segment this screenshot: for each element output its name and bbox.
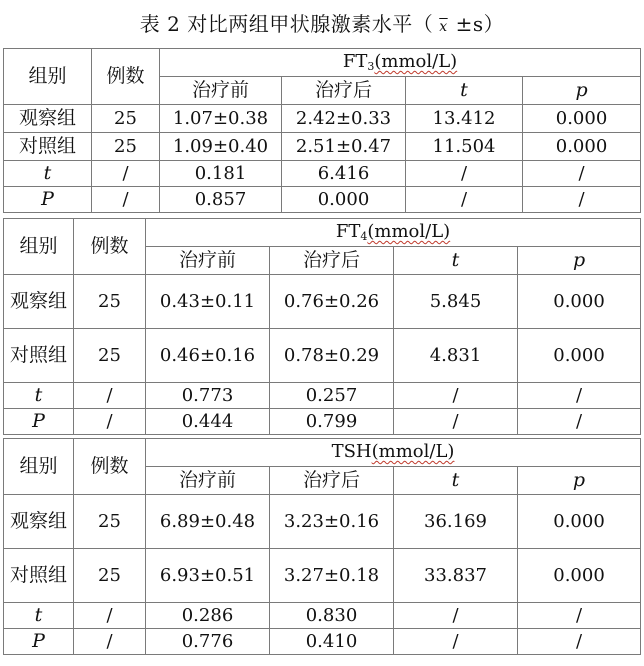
cell-t: /: [394, 603, 518, 629]
cell-p: 0.000: [523, 105, 641, 133]
cell-group: P: [4, 629, 74, 655]
table-row: [4, 133, 641, 161]
measure-name: FT: [342, 50, 368, 72]
group-header: 组别: [4, 219, 74, 275]
cell-n: 25: [74, 329, 146, 383]
cell-before: 0.43±0.11: [146, 275, 270, 329]
table-row: [4, 187, 641, 213]
cell-group: 观察组: [4, 275, 74, 329]
cell-after: 0.410: [270, 629, 394, 655]
measure-name: TSH: [331, 440, 372, 462]
cell-t: 13.412: [406, 105, 523, 133]
cell-n: /: [74, 409, 146, 435]
cell-after: 6.416: [282, 161, 406, 187]
cell-group: t: [4, 383, 74, 409]
col-after: 治疗后: [270, 467, 394, 495]
cell-after: 3.23±0.16: [270, 495, 394, 549]
cell-n: 25: [74, 495, 146, 549]
cell-before: 0.181: [160, 161, 282, 187]
cell-p: 0.000: [518, 495, 641, 549]
cell-t: 36.169: [394, 495, 518, 549]
cell-before: 0.773: [146, 383, 270, 409]
table-row: [4, 549, 641, 603]
cell-group: 对照组: [4, 329, 74, 383]
table-ft4: [3, 218, 641, 435]
measure-header: [146, 219, 641, 247]
count-header: 例数: [74, 439, 146, 495]
cell-p: 0.000: [523, 133, 641, 161]
col-before: 治疗前: [146, 467, 270, 495]
col-p: p: [523, 77, 641, 105]
measure-name: FT: [335, 220, 361, 242]
cell-before: 0.286: [146, 603, 270, 629]
cell-n: /: [92, 161, 160, 187]
cell-group: t: [4, 161, 92, 187]
cell-p: /: [523, 187, 641, 213]
cell-p: 0.000: [518, 329, 641, 383]
cell-t: 4.831: [394, 329, 518, 383]
cell-before: 6.89±0.48: [146, 495, 270, 549]
cell-n: /: [74, 629, 146, 655]
measure-unit: (mmol/L): [367, 220, 451, 242]
cell-t: /: [394, 383, 518, 409]
col-after: 治疗后: [270, 247, 394, 275]
col-t: t: [394, 467, 518, 495]
cell-group: P: [4, 409, 74, 435]
col-after: 治疗后: [282, 77, 406, 105]
table-row: [4, 383, 641, 409]
cell-group: 对照组: [4, 133, 92, 161]
cell-group: 观察组: [4, 495, 74, 549]
col-p: p: [518, 247, 641, 275]
cell-t: /: [406, 161, 523, 187]
cell-group: 对照组: [4, 549, 74, 603]
measure-unit: (mmol/L): [374, 50, 458, 72]
table-row: [4, 603, 641, 629]
cell-p: /: [523, 161, 641, 187]
col-t: t: [406, 77, 523, 105]
cell-t: 33.837: [394, 549, 518, 603]
caption-text: 表 2 对比两组甲状腺激素水平（: [139, 11, 434, 36]
table-tsh: [3, 438, 641, 655]
cell-t: /: [406, 187, 523, 213]
cell-n: /: [74, 383, 146, 409]
cell-p: 0.000: [518, 549, 641, 603]
cell-before: 6.93±0.51: [146, 549, 270, 603]
cell-p: /: [518, 629, 641, 655]
cell-p: /: [518, 603, 641, 629]
cell-after: 0.830: [270, 603, 394, 629]
measure-unit: (mmol/L): [371, 440, 455, 462]
cell-before: 0.444: [146, 409, 270, 435]
cell-before: 0.776: [146, 629, 270, 655]
cell-after: 3.27±0.18: [270, 549, 394, 603]
cell-p: /: [518, 409, 641, 435]
table-row: [4, 329, 641, 383]
cell-before: 0.857: [160, 187, 282, 213]
measure-header: [160, 49, 641, 77]
table-caption: [0, 0, 644, 44]
col-p: p: [518, 467, 641, 495]
cell-before: 1.07±0.38: [160, 105, 282, 133]
cell-before: 1.09±0.40: [160, 133, 282, 161]
cell-after: 0.78±0.29: [270, 329, 394, 383]
cell-p: 0.000: [518, 275, 641, 329]
cell-before: 0.46±0.16: [146, 329, 270, 383]
group-header: 组别: [4, 439, 74, 495]
cell-t: /: [394, 629, 518, 655]
count-header: 例数: [74, 219, 146, 275]
col-before: 治疗前: [160, 77, 282, 105]
measure-sub: 3: [367, 59, 375, 73]
cell-t: 5.845: [394, 275, 518, 329]
cell-after: 0.000: [282, 187, 406, 213]
table-row: [4, 275, 641, 329]
table-row: [4, 495, 641, 549]
col-t: t: [394, 247, 518, 275]
group-header: 组别: [4, 49, 92, 105]
cell-after: 2.42±0.33: [282, 105, 406, 133]
cell-after: 0.257: [270, 383, 394, 409]
caption-xbar: $\overline{x}$: [439, 19, 448, 35]
measure-sub: 4: [360, 229, 368, 243]
cell-n: 25: [74, 549, 146, 603]
count-header: 例数: [92, 49, 160, 105]
cell-n: 25: [74, 275, 146, 329]
cell-p: /: [518, 383, 641, 409]
table-row: [4, 409, 641, 435]
measure-header: [146, 439, 641, 467]
cell-group: 观察组: [4, 105, 92, 133]
caption-pm: ±s）: [455, 11, 505, 36]
cell-n: 25: [92, 105, 160, 133]
cell-group: t: [4, 603, 74, 629]
table-row: [4, 161, 641, 187]
cell-n: 25: [92, 133, 160, 161]
col-before: 治疗前: [146, 247, 270, 275]
cell-after: 0.799: [270, 409, 394, 435]
table-row: [4, 105, 641, 133]
table-ft3: [3, 48, 641, 213]
cell-n: /: [92, 187, 160, 213]
cell-after: 2.51±0.47: [282, 133, 406, 161]
cell-group: P: [4, 187, 92, 213]
cell-after: 0.76±0.26: [270, 275, 394, 329]
cell-n: /: [74, 603, 146, 629]
cell-t: /: [394, 409, 518, 435]
table-row: [4, 629, 641, 655]
cell-t: 11.504: [406, 133, 523, 161]
